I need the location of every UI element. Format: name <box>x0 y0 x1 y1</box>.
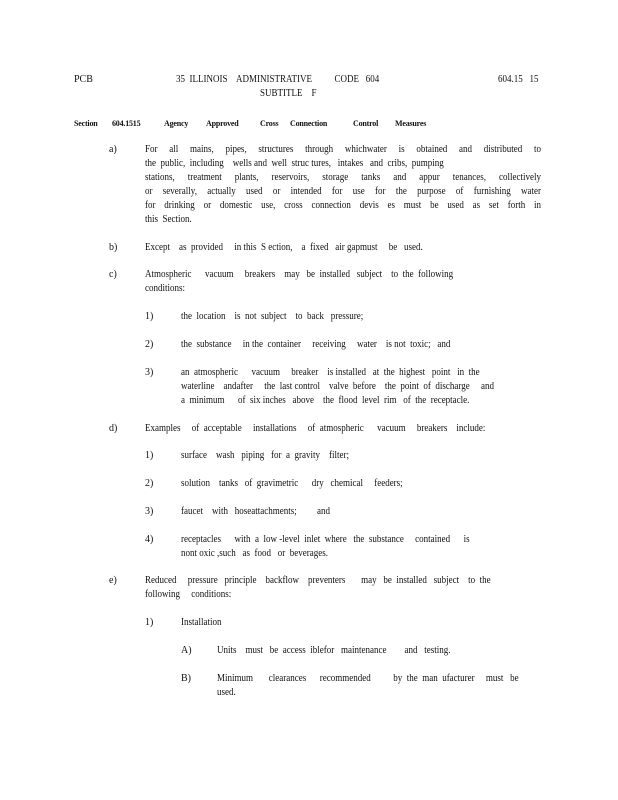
item-d-marker: d) <box>109 423 118 434</box>
item-e-text <box>145 574 523 602</box>
item-d2-marker: 2) <box>145 478 154 489</box>
item-d-text: Examples of acceptable installations of atmospheric vacuum breakers include: <box>145 423 486 434</box>
item-d1-marker: 1) <box>145 450 154 461</box>
item-c3-text <box>181 366 541 408</box>
header-left: PCB <box>74 74 93 85</box>
section-word-3: Cross <box>260 119 279 128</box>
item-e1a-marker: A) <box>181 645 192 656</box>
item-c-marker: c) <box>109 269 117 280</box>
item-c1-text: the location is not subject to back pressure; <box>181 311 364 322</box>
item-c1-marker: 1) <box>145 311 154 322</box>
item-e1b-line: used. <box>217 687 236 698</box>
item-d2-text: solution tanks of gravimetric dry chemical feeders; <box>181 478 403 489</box>
item-c3-line: an atmospheric vacuum breaker is installed at the highest point in the <box>181 367 480 378</box>
item-a-marker: a) <box>109 144 117 155</box>
header-title-line1: 35 ILLINOIS ADMINISTRATIVE CODE 604 <box>176 74 380 85</box>
item-c3-line: waterline andafter the last control valve before the point of discharge and <box>181 381 494 392</box>
section-word-2: Approved <box>206 119 239 128</box>
item-b-text: Except as provided in this S ection, a fixed air gapmust be used. <box>145 242 423 253</box>
item-d1-text: surface wash piping for a gravity filter; <box>181 450 349 461</box>
item-a-line: stations, treatment plants, reservoirs, storage tanks and appur tenances, collectively <box>145 172 541 183</box>
header-right: 604.15 15 <box>498 74 539 85</box>
item-d4-text <box>181 533 523 561</box>
item-a-line: For all mains, pipes, structures through whichwater is obtained and distributed to <box>145 144 541 155</box>
item-d4-marker: 4) <box>145 534 154 545</box>
item-e1b-line: Minimum clearances recommended by the man ufacturer must be <box>217 673 519 684</box>
section-number: 604.1515 <box>112 119 141 128</box>
item-c-line: conditions: <box>145 283 186 294</box>
item-c-line: Atmospheric vacuum breakers may be installed subject to the following <box>145 269 454 280</box>
item-a-line: this Section. <box>145 214 192 225</box>
item-e-marker: e) <box>109 575 117 586</box>
section-word-5: Control <box>353 119 379 128</box>
item-e1b-marker: B) <box>181 673 191 684</box>
section-label: Section <box>74 119 98 128</box>
item-a-text <box>145 143 541 227</box>
item-e-line: following conditions: <box>145 589 232 600</box>
item-e-line: Reduced pressure principle backflow preventers may be installed subject to the <box>145 575 491 586</box>
item-e1-text: Installation <box>181 617 222 628</box>
item-e1a-text: Units must be access iblefor maintenance and testing. <box>217 645 451 656</box>
item-c2-text: the substance in the container receiving water is not toxic; and <box>181 339 451 350</box>
section-word-6: Measures <box>395 119 427 128</box>
item-a-line: the public, including wells and well struc tures, intakes and cribs, pumping <box>145 158 444 169</box>
item-d3-marker: 3) <box>145 506 154 517</box>
item-c3-line: a minimum of six inches above the flood level rim of the receptacle. <box>181 395 470 406</box>
item-c-text <box>145 268 523 296</box>
item-d4-line: receptacles with a low -level inlet where the substance contained is <box>181 534 470 545</box>
item-e1b-text <box>217 672 532 700</box>
item-c3-marker: 3) <box>145 367 154 378</box>
item-e1-marker: 1) <box>145 617 154 628</box>
header-title-line2: SUBTITLE F <box>260 88 317 99</box>
item-d4-line: nont oxic ,such as food or beverages. <box>181 548 328 559</box>
item-c2-marker: 2) <box>145 339 154 350</box>
section-word-4: Connection <box>290 119 328 128</box>
item-d3-text: faucet with hoseattachments; and <box>181 506 330 517</box>
section-word-1: Agency <box>164 119 189 128</box>
item-a-line: or severally, actually used or intended for use for the purpose of furnishing water <box>145 186 541 197</box>
item-b-marker: b) <box>109 242 118 253</box>
item-a-line: for drinking or domestic use, cross connection devis es must be used as set forth in <box>145 200 541 211</box>
